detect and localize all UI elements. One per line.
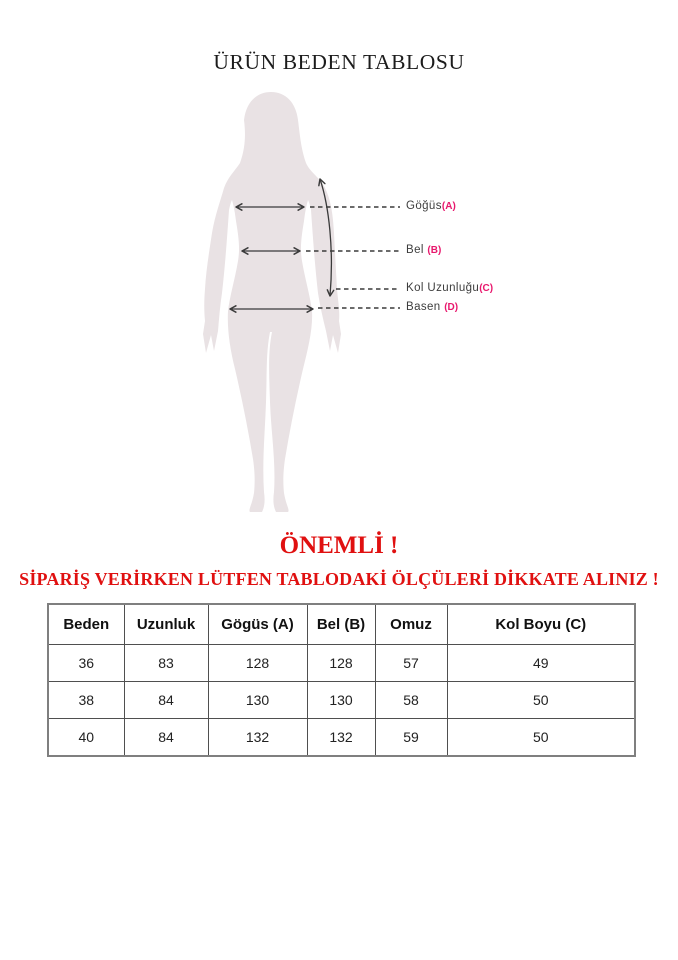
column-header-beden: Beden [48, 604, 124, 645]
size-cell: 58 [375, 682, 447, 719]
column-header-gogus: Gögüs (A) [208, 604, 307, 645]
size-cell: 132 [307, 719, 375, 757]
column-header-bel: Bel (B) [307, 604, 375, 645]
measurement-label-text: Göğüs [406, 200, 442, 212]
warning-text: SİPARİŞ VERİRKEN LÜTFEN TABLODAKİ ÖLÇÜLERİ DİKKATE ALINIZ ! [19, 569, 659, 589]
table-row [48, 645, 635, 682]
page-title: ÜRÜN BEDEN TABLOSU [213, 50, 465, 74]
measurement-letter: (C) [479, 283, 494, 294]
size-cell: 130 [208, 682, 307, 719]
measurement-letter: (D) [444, 302, 459, 313]
size-cell: 83 [124, 645, 208, 682]
column-header-uzunluk: Uzunluk [124, 604, 208, 645]
measurement-letter: (A) [441, 201, 456, 212]
size-table [47, 603, 636, 757]
measurement-label-text: Kol Uzunluğu [406, 282, 480, 294]
measurement-label-chest [406, 200, 456, 213]
table-row [48, 719, 635, 757]
size-cell: 40 [48, 719, 124, 757]
size-cell: 36 [48, 645, 124, 682]
measurement-label-text: Basen [406, 301, 445, 313]
size-table-header-row [48, 604, 635, 645]
size-cell: 50 [447, 682, 635, 719]
size-cell: 59 [375, 719, 447, 757]
female-silhouette [203, 92, 341, 512]
size-cell: 57 [375, 645, 447, 682]
measurement-label-text: Bel [406, 244, 428, 256]
column-header-omuz: Omuz [375, 604, 447, 645]
size-cell: 132 [208, 719, 307, 757]
size-cell: 49 [447, 645, 635, 682]
table-row [48, 682, 635, 719]
measurement-label-hip [406, 301, 458, 314]
size-cell: 128 [208, 645, 307, 682]
important-heading: ÖNEMLİ ! [279, 532, 399, 559]
measurement-letter: (B) [427, 245, 442, 256]
size-cell: 38 [48, 682, 124, 719]
measurement-label-waist [406, 244, 441, 257]
size-cell: 84 [124, 719, 208, 757]
column-header-kol-boyu: Kol Boyu (C) [447, 604, 635, 645]
size-cell: 50 [447, 719, 635, 757]
size-cell: 130 [307, 682, 375, 719]
measurement-label-arm [406, 282, 493, 295]
size-cell: 128 [307, 645, 375, 682]
size-cell: 84 [124, 682, 208, 719]
